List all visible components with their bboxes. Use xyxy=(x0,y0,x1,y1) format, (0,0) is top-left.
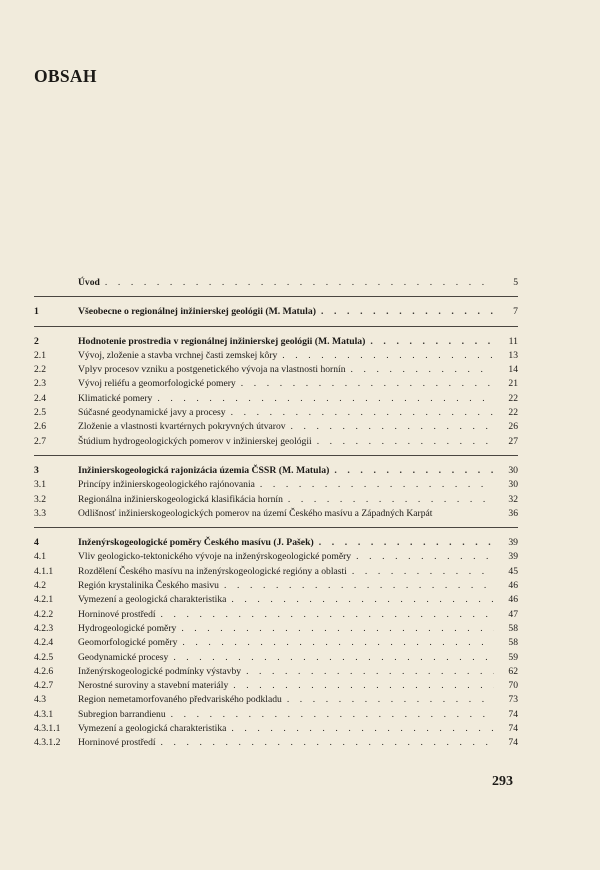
toc-section-4[interactable] xyxy=(34,536,518,550)
toc-entry-number: 2.1 xyxy=(34,349,46,361)
toc-entry-number: 4 xyxy=(34,537,39,549)
toc-entry-title: Nerostné suroviny a stavební materiály xyxy=(78,679,230,693)
toc-section-2[interactable] xyxy=(34,335,518,349)
dot-leader xyxy=(353,550,494,564)
dot-leader xyxy=(284,693,494,707)
toc-entry-4-2-5[interactable] xyxy=(34,651,518,665)
toc-entry-title: Vývoj, zloženie a stavba vrchnej časti zemskej kôry xyxy=(78,349,279,363)
toc-entry-number: 2.3 xyxy=(34,378,46,390)
toc-entry-page: 30 xyxy=(508,464,518,476)
toc-entry-title: Hydrogeologické poměry xyxy=(78,622,178,636)
toc-entry-page: 74 xyxy=(508,708,518,720)
toc-entry-number: 4.2.7 xyxy=(34,680,54,692)
dot-leader xyxy=(349,565,494,579)
toc-entry-4-2[interactable] xyxy=(34,579,518,593)
toc-entry-2-3[interactable] xyxy=(34,377,518,391)
dot-leader xyxy=(154,392,494,406)
dot-leader xyxy=(314,435,494,449)
toc-entry-2-4[interactable] xyxy=(34,392,518,406)
toc-entry-page: 74 xyxy=(508,737,518,749)
dot-leader xyxy=(316,536,494,550)
page-heading: OBSAH xyxy=(34,66,97,86)
toc-entry-page: 7 xyxy=(513,306,518,318)
toc-entry-title: Geomorfologické poměry xyxy=(78,636,179,650)
section-divider xyxy=(34,527,518,528)
toc-entry-page: 11 xyxy=(508,335,518,347)
toc-entry-page: 13 xyxy=(508,349,518,361)
toc-entry-title: Vymezení a geologická charakteristika xyxy=(78,722,228,736)
toc-entry-number: 4.3.1.2 xyxy=(34,737,61,749)
toc-entry-intro[interactable] xyxy=(34,276,518,290)
toc-entry-number: 4.1.1 xyxy=(34,565,54,577)
toc-entry-number: 4.2.4 xyxy=(34,637,54,649)
toc-entry-title: Vplyv procesov vzniku a postgenetického vývoja na vlastnosti hornín xyxy=(78,363,348,377)
toc-entry-page: 73 xyxy=(508,694,518,706)
dot-leader xyxy=(230,679,494,693)
toc-entry-page: 62 xyxy=(508,665,518,677)
toc-entry-4-2-1[interactable] xyxy=(34,593,518,607)
toc-entry-number: 2.7 xyxy=(34,435,46,447)
toc-entry-number: 3.1 xyxy=(34,479,46,491)
toc-entry-number: 4.2.3 xyxy=(34,622,54,634)
toc-entry-title: Horninové prostředí xyxy=(78,736,158,750)
dot-leader xyxy=(243,665,494,679)
toc-entry-number: 2.4 xyxy=(34,392,46,404)
toc-entry-4-1-1[interactable] xyxy=(34,565,518,579)
toc-entry-page: 70 xyxy=(508,680,518,692)
toc-entry-page: 36 xyxy=(508,507,518,519)
toc-entry-number: 4.3.1 xyxy=(34,708,54,720)
toc-entry-title: Vliv geologicko-tektonického vývoje na inženýrskogeologické poměry xyxy=(78,550,353,564)
toc-entry-title: Inženýrskogeologické podmínky výstavby xyxy=(78,665,243,679)
toc-entry-3-2[interactable] xyxy=(34,493,518,507)
toc-entry-page: 46 xyxy=(508,594,518,606)
toc-entry-4-3[interactable] xyxy=(34,693,518,707)
toc-entry-title: Region nemetamorfovaného předvariského podkladu xyxy=(78,693,284,707)
toc-entry-title: Princípy inžinierskogeologického rajónovania xyxy=(78,478,257,492)
dot-leader xyxy=(168,708,494,722)
toc-entry-title: Odlišnosť inžinierskogeologických pomerov na území Českého masívu a Západných Karpát xyxy=(78,507,434,521)
toc-entry-page: 27 xyxy=(508,435,518,447)
toc-entry-page: 21 xyxy=(508,378,518,390)
toc-entry-2-5[interactable] xyxy=(34,406,518,420)
toc-entry-4-2-6[interactable] xyxy=(34,665,518,679)
toc-entry-number: 4.2.5 xyxy=(34,651,54,663)
toc-entry-title: Hodnotenie prostredia v regionálnej inžinierskej geológii (M. Matula) xyxy=(78,335,367,349)
toc-entry-page: 46 xyxy=(508,580,518,592)
dot-leader xyxy=(318,305,494,319)
toc-section-3[interactable] xyxy=(34,464,518,478)
toc-entry-4-1[interactable] xyxy=(34,550,518,564)
section-divider xyxy=(34,326,518,327)
toc-entry-number: 4.2.1 xyxy=(34,594,54,606)
toc-entry-number: 4.2.6 xyxy=(34,665,54,677)
dot-leader xyxy=(331,464,494,478)
section-divider xyxy=(34,455,518,456)
toc-entry-number: 3.3 xyxy=(34,507,46,519)
toc-entry-page: 5 xyxy=(513,277,518,288)
toc-entry-4-2-7[interactable] xyxy=(34,679,518,693)
toc-entry-page: 47 xyxy=(508,608,518,620)
toc-entry-title: Rozdělení Českého masívu na inženýrskogeologické regióny a oblasti xyxy=(78,565,349,579)
toc-entry-page: 14 xyxy=(508,364,518,376)
toc-entry-number: 2.6 xyxy=(34,421,46,433)
dot-leader xyxy=(279,349,494,363)
toc-entry-title: Vývoj reliéfu a geomorfologické pomery xyxy=(78,377,238,391)
dot-leader xyxy=(158,736,494,750)
dot-leader xyxy=(238,377,494,391)
toc-entry-4-2-4[interactable] xyxy=(34,636,518,650)
toc-entry-2-6[interactable] xyxy=(34,420,518,434)
dot-leader xyxy=(257,478,494,492)
dot-leader xyxy=(285,493,494,507)
toc-entry-page: 39 xyxy=(508,551,518,563)
toc-entry-page: 58 xyxy=(508,622,518,634)
toc-entry-number: 2.5 xyxy=(34,407,46,419)
dot-leader xyxy=(102,276,494,290)
dot-leader xyxy=(178,622,494,636)
toc-entry-title: Vymezení a geologická charakteristika xyxy=(78,593,228,607)
toc-entry-page: 39 xyxy=(508,537,518,549)
dot-leader xyxy=(158,608,494,622)
toc-entry-4-3-1-2[interactable] xyxy=(34,736,518,750)
toc-entry-page: 32 xyxy=(508,493,518,505)
toc-entry-title: Súčasné geodynamické javy a procesy xyxy=(78,406,228,420)
dot-leader xyxy=(367,335,494,349)
toc-entry-page: 26 xyxy=(508,421,518,433)
toc-entry-page: 22 xyxy=(508,407,518,419)
toc-entry-number: 4.3 xyxy=(34,694,46,706)
toc-entry-4-3-1-1[interactable] xyxy=(34,722,518,736)
dot-leader xyxy=(179,636,494,650)
dot-leader xyxy=(228,406,494,420)
toc-entry-page: 74 xyxy=(508,723,518,735)
toc-entry-number: 3 xyxy=(34,464,39,476)
toc-entry-2-7[interactable] xyxy=(34,435,518,449)
dot-leader xyxy=(170,651,494,665)
toc-entry-title: Regionálna inžinierskogeologická klasifikácia hornín xyxy=(78,493,285,507)
toc-entry-4-2-2[interactable] xyxy=(34,608,518,622)
toc-entry-title: Klimatické pomery xyxy=(78,392,154,406)
toc-entry-3-1[interactable] xyxy=(34,478,518,492)
toc-entry-2-2[interactable] xyxy=(34,363,518,377)
section-divider xyxy=(34,296,518,297)
toc-entry-page: 45 xyxy=(508,565,518,577)
toc-entry-title: Úvod xyxy=(78,276,102,290)
toc-entry-title: Geodynamické procesy xyxy=(78,651,170,665)
page-number: 293 xyxy=(492,774,513,789)
toc-entry-title: Inžinierskogeologická rajonizácia územia ČSSR (M. Matula) xyxy=(78,464,331,478)
toc-entry-number: 3.2 xyxy=(34,493,46,505)
toc-entry-title: Región krystalinika Českého masivu xyxy=(78,579,221,593)
toc-entry-title: Subregion barrandienu xyxy=(78,708,168,722)
toc-entry-page: 58 xyxy=(508,637,518,649)
dot-leader xyxy=(348,363,494,377)
toc-entry-page: 22 xyxy=(508,392,518,404)
toc-entry-title: Inženýrskogeologické poměry Českého masívu (J. Pašek) xyxy=(78,536,316,550)
toc-entry-number: 4.2 xyxy=(34,580,46,592)
toc-entry-title: Štúdium hydrogeologických pomerov v inžinierskej geológii xyxy=(78,435,314,449)
toc-entry-3-3[interactable] xyxy=(34,507,518,521)
toc-entry-title: Horninové prostředí xyxy=(78,608,158,622)
toc-entry-4-2-3[interactable] xyxy=(34,622,518,636)
toc-entry-page: 59 xyxy=(508,651,518,663)
dot-leader xyxy=(228,593,494,607)
toc-entry-number: 2.2 xyxy=(34,364,46,376)
dot-leader xyxy=(228,722,494,736)
toc-entry-number: 4.1 xyxy=(34,551,46,563)
table-of-contents xyxy=(34,276,518,751)
toc-entry-title: Všeobecne o regionálnej inžinierskej geológii (M. Matula) xyxy=(78,305,318,319)
toc-entry-number: 1 xyxy=(34,306,39,318)
toc-entry-number: 2 xyxy=(34,335,39,347)
toc-entry-page: 30 xyxy=(508,479,518,491)
toc-entry-title: Zloženie a vlastnosti kvartérnych pokryvných útvarov xyxy=(78,420,288,434)
toc-entry-2-1[interactable] xyxy=(34,349,518,363)
toc-entry-number: 4.2.2 xyxy=(34,608,54,620)
toc-entry-number: 4.3.1.1 xyxy=(34,723,61,735)
dot-leader xyxy=(221,579,494,593)
toc-entry-4-3-1[interactable] xyxy=(34,708,518,722)
toc-section-1[interactable] xyxy=(34,305,518,319)
dot-leader xyxy=(288,420,494,434)
